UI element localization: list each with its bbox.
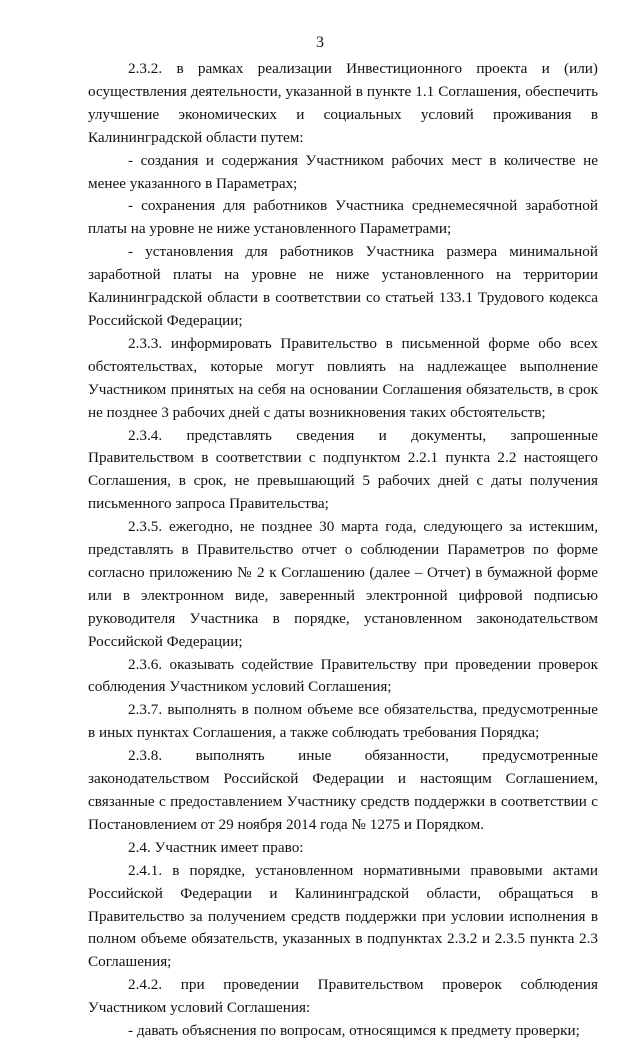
list-item-workplaces: - создания и содержания Участником рабочих мест в количестве не менее указанного в Параметрах; <box>88 151 598 192</box>
list-item-average-salary: - сохранения для работников Участника среднемесячной заработной платы на уровне не ниже установленного Параметрами; <box>88 197 598 238</box>
clause-2-3-8: 2.3.8. выполнять иные обязанности, предусмотренные законодательством Российской Федерации и настоящим Соглашением, связанные с предоставлением Участнику средств поддержки в соответствии с Постановлением от 29 ноября 2014 года № 1275 и Порядком. <box>88 747 598 833</box>
clause-2-4: 2.4. Участник имеет право: <box>128 838 304 856</box>
clause-2-3-3: 2.3.3. информировать Правительство в письменной форме обо всех обстоятельствах, которые могут повлиять на надлежащее выполнение Участником принятых на себя на основании Соглашения обязательств, в срок не позднее 3 рабочих дней с даты возникновения таких обстоятельств; <box>88 334 598 421</box>
document-body <box>88 58 598 1043</box>
clause-2-3-5: 2.3.5. ежегодно, не позднее 30 марта года, следующего за истекшим, представлять в Правительство отчет о соблюдении Параметров по форме согласно приложению № 2 к Соглашению (далее – Отчет) в бумажной форме или в электронном виде, заверенный электронной цифровой подписью руководителя Участника в порядке, установленном законодательством Российской Федерации; <box>88 518 598 650</box>
page-number: 3 <box>316 34 324 51</box>
list-item-minimum-wage: - установления для работников Участника размера минимальной заработной платы на уровне не ниже установленного на территории Калининградской области в соответствии со статьей 133.1 Трудового кодекса Российской Федерации; <box>88 243 598 329</box>
clause-2-3-6: 2.3.6. оказывать содействие Правительству при проведении проверок соблюдения Участником условий Соглашения; <box>88 655 598 696</box>
clause-2-4-2: 2.4.2. при проведении Правительством проверок соблюдения Участником условий Соглашения: <box>88 976 598 1017</box>
clause-2-4-1: 2.4.1. в порядке, установленном нормативными правовыми актами Российской Федерации и Калининградской области, обращаться в Правительство за получением средств поддержки при условии исполнения в полном объеме обязательств, указанных в подпунктах 2.3.2 и 2.3.5 пункта 2.3 Соглашения; <box>88 861 598 971</box>
clause-2-3-4: 2.3.4. представлять сведения и документы, запрошенные Правительством в соответствии с подпунктом 2.2.1 пункта 2.2 настоящего Соглашения, в срок, не превышающий 5 рабочих дней с даты получения письменного запроса Правительства; <box>88 426 598 513</box>
clause-2-3-2: 2.3.2. в рамках реализации Инвестиционного проекта и (или) осуществления деятельности, указанной в пункте 1.1 Соглашения, обеспечить улучшение экономических и социальных условий проживания в Калининградской области путем: <box>88 60 598 146</box>
clause-2-3-7: 2.3.7. выполнять в полном объеме все обязательства, предусмотренные в иных пунктах Соглашения, а также соблюдать требования Порядка; <box>88 701 598 742</box>
list-item-explanations: - давать объяснения по вопросам, относящимся к предмету проверки; <box>128 1022 580 1040</box>
